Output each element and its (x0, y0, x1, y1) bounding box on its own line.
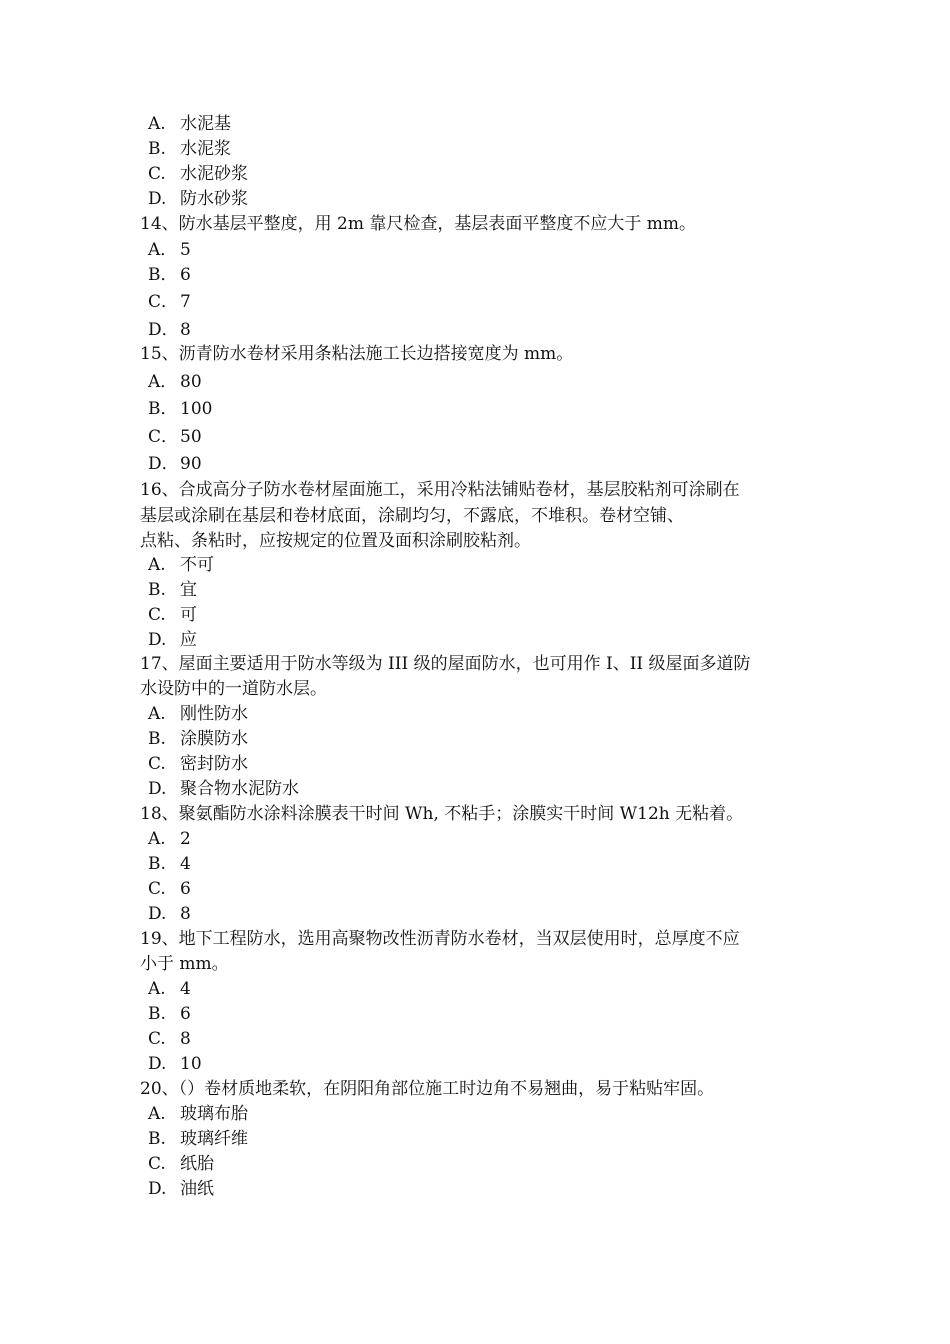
option-line (148, 264, 191, 286)
option-line (148, 1153, 214, 1175)
option-line (148, 853, 191, 875)
question-16-text: 点粘、条粘时，应按规定的位置及面积涂刷胶粘剂。 (140, 531, 531, 551)
option-key: A． (148, 240, 178, 260)
option-text: 宜 (180, 580, 197, 600)
option-text: 8 (180, 904, 191, 924)
option-line (148, 426, 202, 448)
option-line (148, 1003, 191, 1025)
option-key: B. (148, 580, 166, 600)
option-text: 应 (180, 630, 197, 650)
option-line (148, 903, 191, 925)
question-20-text: 20、（）卷材质地柔软，在阴阳角部位施工时边角不易翘曲，易于粘贴牢固。 (140, 1079, 715, 1099)
option-line (148, 1128, 248, 1150)
option-key: C． (148, 292, 179, 312)
option-text: 8 (180, 1029, 191, 1049)
option-line (148, 703, 248, 725)
option-text: 玻璃布胎 (180, 1104, 248, 1124)
option-key: D. (148, 630, 167, 650)
question-17-text: 水设防中的一道防水层。 (140, 679, 327, 699)
option-text: 10 (180, 1054, 202, 1074)
option-key: B. (148, 854, 166, 874)
option-text: 水泥砂浆 (180, 164, 248, 184)
option-line (148, 319, 191, 341)
option-line (148, 604, 197, 626)
option-text: 水泥浆 (180, 139, 231, 159)
option-text: 不可 (180, 555, 214, 575)
question-14-text: 14、防水基层平整度，用 2m 靠尺检查，基层表面平整度不应大于 mm。 (140, 214, 697, 234)
option-key: D． (148, 454, 179, 474)
option-line (148, 554, 214, 576)
option-text: 100 (180, 399, 213, 419)
option-key: B． (148, 399, 178, 419)
option-key: A. (148, 979, 166, 999)
option-line (148, 188, 248, 210)
option-key: B． (148, 265, 178, 285)
option-line (148, 1103, 248, 1125)
option-text: 7 (180, 292, 191, 312)
option-text: 刚性防水 (180, 704, 248, 724)
option-key: D. (148, 1179, 167, 1199)
option-text: 90 (180, 454, 202, 474)
option-key: A. (148, 704, 166, 724)
option-text: 8 (180, 320, 191, 340)
option-key: C. (148, 754, 166, 774)
option-text: 6 (180, 265, 191, 285)
option-text: 密封防水 (180, 754, 248, 774)
option-text: 可 (180, 605, 197, 625)
option-line (148, 239, 191, 261)
option-line (148, 1053, 202, 1075)
option-line (148, 728, 248, 750)
option-line (148, 753, 248, 775)
option-line (148, 113, 231, 135)
option-line (148, 453, 202, 475)
option-text: 6 (180, 1004, 191, 1024)
option-line (148, 371, 202, 393)
question-16-text: 16、合成高分子防水卷材屋面施工，采用冷粘法铺贴卷材，基层胶粘剂可涂刷在 (140, 480, 740, 500)
option-text: 80 (180, 372, 202, 392)
option-key: C. (148, 1029, 166, 1049)
option-text: 油纸 (180, 1179, 214, 1199)
option-text: 4 (180, 979, 191, 999)
question-19-text: 19、地下工程防水，选用高聚物改性沥青防水卷材，当双层使用时，总厚度不应 (140, 929, 740, 949)
option-key: B. (148, 729, 166, 749)
option-key: A. (148, 829, 166, 849)
option-line (148, 629, 197, 651)
option-line (148, 163, 248, 185)
option-text: 玻璃纤维 (180, 1129, 248, 1149)
option-text: 纸胎 (180, 1154, 214, 1174)
option-line (148, 828, 191, 850)
question-18-text: 18、聚氨酯防水涂料涂膜表干时间 Wh, 不粘手；涂膜实干时间 W12h 无粘着。 (140, 804, 744, 824)
option-line (148, 778, 299, 800)
question-16-text: 基层或涂刷在基层和卷材底面，涂刷均匀，不露底，不堆积。卷材空铺、 (140, 506, 684, 526)
option-line (148, 291, 191, 313)
question-19-text: 小于 mm。 (140, 954, 229, 974)
option-key: B. (148, 1129, 166, 1149)
option-text: 5 (180, 240, 191, 260)
option-key: C． (148, 427, 179, 447)
option-key: C. (148, 605, 166, 625)
option-text: 4 (180, 854, 191, 874)
option-key: D. (148, 779, 167, 799)
option-key: A. (148, 114, 166, 134)
option-text: 聚合物水泥防水 (180, 779, 299, 799)
option-key: B. (148, 139, 166, 159)
option-key: A． (148, 372, 178, 392)
option-text: 6 (180, 879, 191, 899)
option-key: D. (148, 904, 167, 924)
option-text: 50 (180, 427, 202, 447)
option-text: 2 (180, 829, 191, 849)
option-key: D. (148, 189, 167, 209)
option-key: C. (148, 164, 166, 184)
option-line (148, 1028, 191, 1050)
option-key: C. (148, 879, 166, 899)
option-text: 涂膜防水 (180, 729, 248, 749)
option-line (148, 398, 212, 420)
option-line (148, 1178, 214, 1200)
question-17-text: 17、屋面主要适用于防水等级为 III 级的屋面防水，也可用作 I、II 级屋面多道防 (140, 654, 751, 674)
option-key: A. (148, 555, 166, 575)
option-key: D. (148, 1054, 167, 1074)
option-line (148, 978, 191, 1000)
question-15-text: 15、沥青防水卷材采用条粘法施工长边搭接宽度为 mm。 (140, 344, 574, 364)
option-text: 水泥基 (180, 114, 231, 134)
option-text: 防水砂浆 (180, 189, 248, 209)
option-key: A. (148, 1104, 166, 1124)
option-key: D． (148, 320, 179, 340)
option-line (148, 138, 231, 160)
option-line (148, 579, 197, 601)
option-key: B. (148, 1004, 166, 1024)
option-line (148, 878, 191, 900)
option-key: C. (148, 1154, 166, 1174)
